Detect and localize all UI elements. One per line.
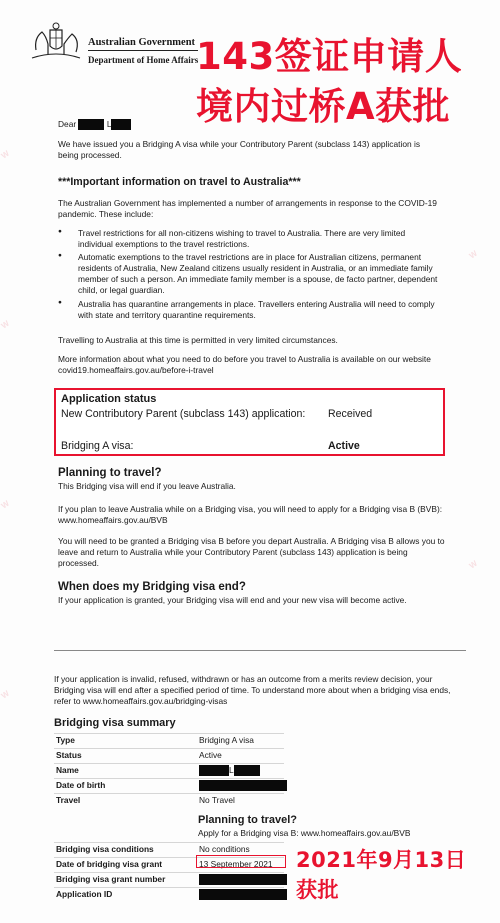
government-name: Australian Government	[88, 37, 196, 48]
row-value	[199, 765, 260, 776]
redacted-name	[199, 765, 229, 776]
planning-paragraph: You will need to be granted a Bridging visa B before you depart Australia. A Bridging visa B allows you to leave and return to Australia while your Contributory Parent (subclass 143) application is being processed.	[58, 536, 445, 569]
row-value: 13 September 2021	[199, 859, 273, 869]
row-value: Active	[199, 750, 222, 760]
overlay-date-caption: 2021年9月13日	[296, 848, 467, 872]
summary-heading: Bridging visa summary	[54, 717, 176, 729]
watermark: W	[0, 318, 12, 331]
row-value	[199, 889, 287, 900]
row-key: Application ID	[56, 889, 113, 899]
status-row-label: Bridging A visa:	[61, 440, 134, 452]
row-key: Bridging visa grant number	[56, 874, 166, 884]
important-title: ***Important information on travel to Australia***	[58, 176, 301, 188]
list-item: ● Travel restrictions for all non-citizens wishing to travel to Australia. There are very limited individual exemptions to the travel restrictions.	[58, 228, 440, 250]
redacted-name	[111, 119, 131, 130]
page-divider	[54, 650, 466, 651]
intro-paragraph: We have issued you a Bridging A visa while your Contributory Parent (subclass 143) application is being processed.	[58, 139, 421, 161]
list-item: ● Australia has quarantine arrangements in place. Travellers entering Australia will need to comply with state and territory quarantine requirements.	[58, 299, 440, 321]
department-name: Department of Home Affairs	[88, 55, 199, 65]
invalid-paragraph: If your application is invalid, refused, withdrawn or has an outcome from a merits review decision, your Bridging visa will end after a specified period of time. To understand more about when a bridging visa ends, refer to www.homeaffairs.gov.au/bridging-visas	[54, 674, 451, 707]
row-key: Status	[56, 750, 82, 760]
redacted-dob	[199, 780, 287, 791]
restrictions-list	[58, 228, 440, 323]
table-row	[54, 778, 284, 793]
row-key: Date of birth	[56, 780, 106, 790]
table-row	[54, 872, 284, 887]
redacted-name	[234, 765, 260, 776]
redacted-application-id	[199, 889, 287, 900]
status-row-value: Received	[328, 408, 373, 420]
table-row	[54, 793, 284, 808]
overlay-caption-2: 境内过桥A获批	[196, 85, 451, 128]
planning-heading: Planning to travel?	[58, 467, 162, 479]
watermark: W	[0, 688, 12, 701]
row-key: Name	[56, 765, 79, 775]
visa-end-paragraph: If your application is granted, your Bridging visa will end and your new visa will become active.	[58, 595, 407, 605]
arrangements-paragraph: The Australian Government has implemented a number of arrangements in response to the COVID-19 pandemic. These include:	[58, 198, 437, 220]
overlay-caption-1: 143签证申请人	[196, 35, 463, 78]
row-value	[199, 780, 287, 791]
planning-heading-2: Planning to travel?	[198, 814, 298, 826]
salutation	[58, 119, 131, 130]
initial: L	[229, 765, 234, 775]
coat-of-arms-icon	[28, 20, 84, 64]
row-key: Type	[56, 735, 75, 745]
watermark: W	[467, 558, 480, 571]
row-value: Bridging A visa	[199, 735, 254, 745]
table-row	[54, 748, 284, 763]
more-info-paragraph: More information about what you need to do before you travel to Australia is available on our website covid19.homeaffairs.gov.au/before-i-travel	[58, 354, 431, 376]
initial: L	[106, 119, 112, 129]
row-key: Date of bridging visa grant	[56, 859, 163, 869]
watermark: W	[0, 148, 12, 161]
row-key: Bridging visa conditions	[56, 844, 154, 854]
row-value	[199, 874, 287, 885]
visa-end-heading: When does my Bridging visa end?	[58, 581, 246, 593]
application-status-box	[54, 388, 445, 456]
status-title: Application status	[61, 393, 157, 405]
travelling-paragraph: Travelling to Australia at this time is permitted in very limited circumstances.	[58, 335, 338, 345]
planning-paragraph: This Bridging visa will end if you leave Australia.	[58, 481, 236, 491]
list-item: ● Automatic exemptions to the travel restrictions are in place for Australian citizens, permanent residents of Australia, New Zealand citizens usually resident in Australia, or an immediate family member of such a person. An immediate family member is a spouse, de facto partner, dependent child, or legal guardian.	[58, 252, 440, 296]
table-row	[54, 887, 284, 902]
row-value: No Travel	[199, 795, 235, 805]
status-row-label: New Contributory Parent (subclass 143) application:	[61, 408, 306, 420]
overlay-approved-caption: 获批	[296, 878, 339, 902]
dear-label: Dear	[58, 119, 77, 129]
table-row	[54, 733, 284, 748]
redacted-grant-number	[199, 874, 287, 885]
planning-paragraph: If you plan to leave Australia while on a Bridging visa, you will need to apply for a Bridging visa B (BVB): www.homeaffairs.gov.au/BVB	[58, 504, 443, 526]
planning-link-text: Apply for a Bridging visa B: www.homeaffairs.gov.au/BVB	[198, 828, 411, 838]
row-value: No conditions	[199, 844, 250, 854]
row-key: Travel	[56, 795, 81, 805]
header-rule	[88, 50, 198, 51]
watermark: W	[467, 248, 480, 261]
grant-date-highlight	[196, 855, 286, 868]
redacted-name	[78, 119, 104, 130]
table-row	[54, 763, 284, 778]
status-row-value: Active	[328, 440, 360, 452]
watermark: W	[0, 498, 12, 511]
